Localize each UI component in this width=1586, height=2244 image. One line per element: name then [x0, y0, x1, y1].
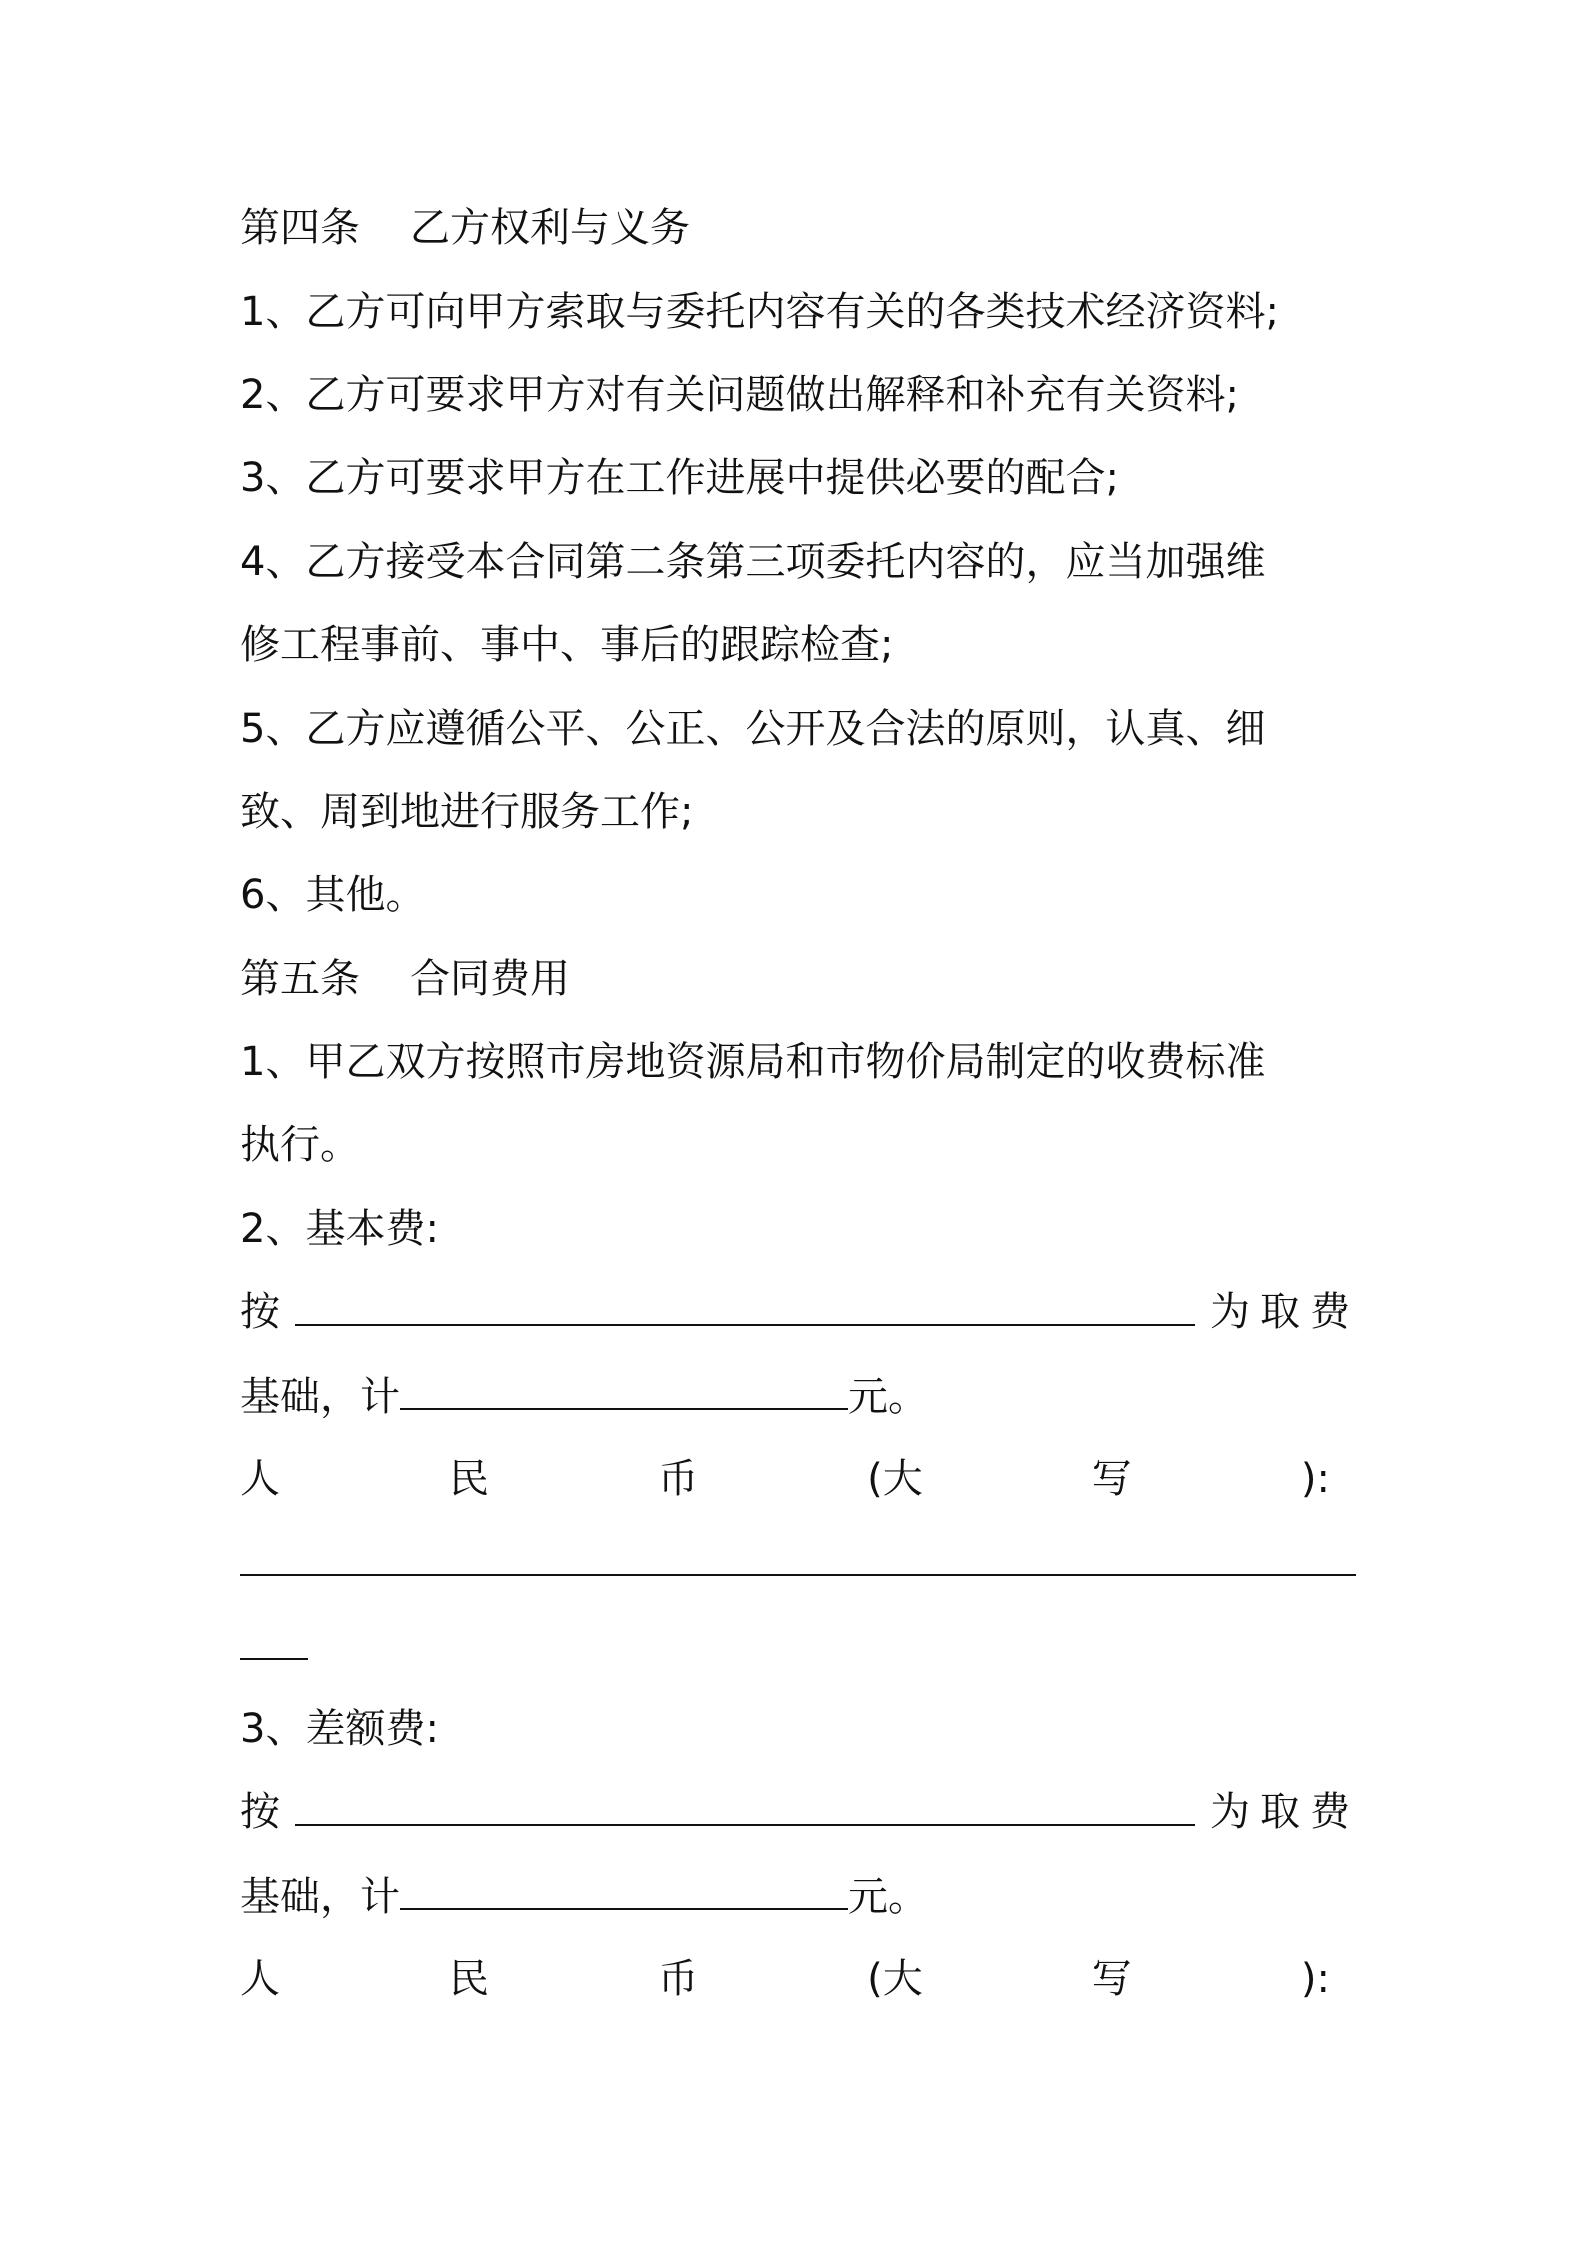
article5-item-1-line1: 1、甲乙双方按照市房地资源局和市物价局制定的收费标准	[240, 1039, 1266, 1085]
article4-item-2: 2、乙方可要求甲方对有关问题做出解释和补充有关资料;	[240, 372, 1239, 418]
basic-fee-basis-blank[interactable]	[295, 1284, 1195, 1326]
difference-fee-amount-line	[240, 1868, 1360, 1925]
difference-fee-prefix: 按	[240, 1789, 280, 1835]
basic-fee-base-prefix: 基础，计	[240, 1374, 400, 1420]
rmb-char: 民	[449, 1956, 490, 2002]
rmb-char: ):	[1300, 1456, 1330, 1502]
article5-item-1-line2: 执行。	[240, 1122, 360, 1168]
rmb-char: 人	[240, 1956, 280, 2002]
article5-heading	[240, 951, 1360, 1007]
basic-fee-basis-line	[240, 1284, 1360, 1340]
rmb-char: 写	[1091, 1956, 1132, 2002]
basic-fee-rmb-line	[240, 1451, 1330, 1507]
article4-number: 第四条	[240, 205, 360, 251]
rmb-char: 民	[449, 1456, 490, 1502]
difference-fee-basis-line	[240, 1784, 1360, 1840]
basic-fee-uppercase-blank-tail-line	[240, 1618, 1360, 1675]
difference-fee-suffix: 为取费	[1210, 1789, 1360, 1835]
basic-fee-heading: 2、基本费:	[240, 1206, 439, 1252]
rmb-char: ):	[1300, 1956, 1330, 2002]
basic-fee-base-suffix: 元。	[848, 1374, 928, 1420]
article5-number: 第五条	[240, 956, 360, 1002]
basic-fee-prefix: 按	[240, 1289, 280, 1335]
basic-fee-uppercase-blank-line	[240, 1534, 1360, 1591]
rmb-char: 币	[658, 1456, 699, 1502]
difference-fee-amount-blank[interactable]	[400, 1868, 848, 1910]
article4-item-1: 1、乙方可向甲方索取与委托内容有关的各类技术经济资料;	[240, 289, 1279, 335]
basic-fee-amount-blank[interactable]	[400, 1368, 848, 1410]
article4-item-5-line1: 5、乙方应遵循公平、公正、公开及合法的原则，认真、细	[240, 706, 1266, 752]
difference-fee-base-suffix: 元。	[848, 1874, 928, 1920]
rmb-char: 币	[658, 1956, 699, 2002]
difference-fee-base-prefix: 基础，计	[240, 1874, 400, 1920]
article4-item-3: 3、乙方可要求甲方在工作进展中提供必要的配合;	[240, 455, 1119, 501]
rmb-char: (大	[867, 1456, 923, 1502]
basic-fee-uppercase-blank-tail[interactable]	[240, 1618, 308, 1660]
difference-fee-basis-blank[interactable]	[295, 1784, 1195, 1826]
article4-heading	[240, 200, 1360, 256]
basic-fee-suffix: 为取费	[1210, 1289, 1360, 1335]
article4-item-4-line1: 4、乙方接受本合同第二条第三项委托内容的，应当加强维	[240, 539, 1266, 585]
rmb-char: (大	[867, 1956, 923, 2002]
article4-item-4-line2: 修工程事前、事中、事后的跟踪检查;	[240, 622, 894, 668]
basic-fee-uppercase-blank[interactable]	[240, 1534, 1356, 1576]
rmb-char: 人	[240, 1456, 280, 1502]
basic-fee-amount-line	[240, 1368, 1360, 1425]
difference-fee-heading: 3、差额费:	[240, 1706, 439, 1752]
article4-item-5-line2: 致、周到地进行服务工作;	[240, 789, 694, 835]
article4-item-6: 6、其他。	[240, 872, 426, 918]
article5-title: 合同费用	[410, 956, 570, 1002]
article4-title: 乙方权利与义务	[410, 205, 690, 251]
difference-fee-rmb-line	[240, 1951, 1330, 2007]
rmb-char: 写	[1091, 1456, 1132, 1502]
